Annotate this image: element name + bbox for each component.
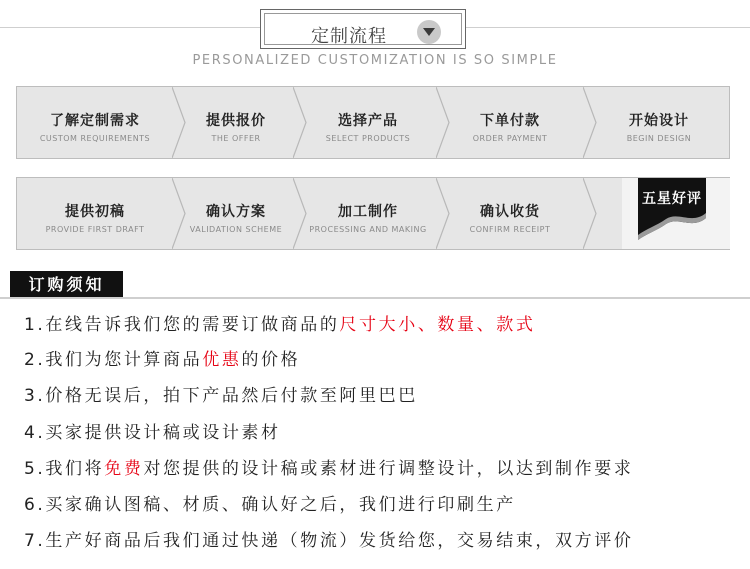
step-title: 确认方案 bbox=[206, 204, 266, 220]
process-step bbox=[299, 87, 437, 158]
step-title: 了解定制需求 bbox=[50, 113, 140, 129]
step-subtitle: SELECT PRODUCTS bbox=[325, 134, 411, 143]
notice-title: 订购须知 bbox=[10, 271, 123, 299]
step-subtitle: PROCESSING AND MAKING bbox=[309, 225, 427, 234]
process-row-1 bbox=[16, 86, 730, 159]
step-title: 加工制作 bbox=[338, 204, 398, 220]
process-step bbox=[17, 178, 173, 249]
five-star-review-badge bbox=[622, 178, 730, 249]
notice-item-text: 对您提供的设计稿或素材进行调整设计，以达到制作要求 bbox=[143, 459, 634, 479]
notice-item bbox=[24, 381, 418, 406]
notice-item bbox=[24, 418, 281, 443]
notice-item-text: 3.价格无误后，拍下产品然后付款至阿里巴巴 bbox=[24, 386, 418, 406]
process-row-2 bbox=[16, 177, 730, 250]
process-step bbox=[299, 178, 437, 249]
notice-item-text: 4.买家提供设计稿或设计素材 bbox=[24, 423, 281, 443]
notice-item bbox=[24, 454, 633, 479]
step-title: 确认收货 bbox=[480, 204, 540, 220]
notice-item bbox=[24, 310, 535, 335]
step-title: 提供报价 bbox=[206, 113, 266, 129]
step-subtitle: ORDER PAYMENT bbox=[472, 134, 548, 143]
step-subtitle: BEGIN DESIGN bbox=[626, 134, 692, 143]
step-title: 选择产品 bbox=[338, 113, 398, 129]
chevron-down-icon bbox=[417, 20, 441, 44]
section-title-box bbox=[260, 9, 466, 49]
notice-item-highlight: 优惠 bbox=[202, 350, 242, 370]
process-step bbox=[177, 87, 295, 158]
notice-item-text: 2.我们为您计算商品 bbox=[24, 350, 203, 370]
section-title: 定制流程 bbox=[311, 26, 387, 47]
process-step bbox=[17, 87, 173, 158]
step-title: 提供初稿 bbox=[65, 204, 125, 220]
step-title: 开始设计 bbox=[629, 113, 689, 129]
notice-item-text: 7.生产好商品后我们通过快递（物流）发货给您，交易结束，双方评价 bbox=[24, 531, 634, 551]
step-subtitle: CUSTOM REQUIREMENTS bbox=[39, 134, 151, 143]
notice-item-highlight: 尺寸大小、数量、款式 bbox=[339, 315, 536, 335]
process-step bbox=[441, 178, 579, 249]
badge-text: 五星好评 bbox=[642, 191, 702, 207]
notice-item-highlight: 免费 bbox=[104, 459, 144, 479]
notice-item bbox=[24, 490, 516, 515]
process-step bbox=[441, 87, 579, 158]
notice-item-text: 5.我们将 bbox=[24, 459, 105, 479]
notice-item bbox=[24, 345, 300, 370]
header-divider-left bbox=[0, 27, 260, 28]
step-subtitle: VALIDATION SCHEME bbox=[189, 225, 283, 234]
notice-item bbox=[24, 526, 633, 551]
section-title-inner-frame bbox=[264, 13, 462, 45]
step-subtitle: THE OFFER bbox=[211, 134, 261, 143]
header-divider-right bbox=[466, 27, 750, 28]
process-step bbox=[177, 178, 295, 249]
step-subtitle: PROVIDE FIRST DRAFT bbox=[45, 225, 145, 234]
notice-item-text: 的价格 bbox=[241, 350, 301, 370]
step-subtitle: CONFIRM RECEIPT bbox=[469, 225, 551, 234]
notice-divider bbox=[0, 297, 750, 299]
notice-item-text: 1.在线告诉我们您的需要订做商品的 bbox=[24, 315, 340, 335]
arrow-separator-icon bbox=[583, 178, 597, 249]
notice-item-text: 6.买家确认图稿、材质、确认好之后，我们进行印刷生产 bbox=[24, 495, 516, 515]
process-step bbox=[589, 87, 729, 158]
section-subtitle: PERSONALIZED CUSTOMIZATION IS SO SIMPLE bbox=[192, 53, 558, 68]
step-title: 下单付款 bbox=[480, 113, 540, 129]
